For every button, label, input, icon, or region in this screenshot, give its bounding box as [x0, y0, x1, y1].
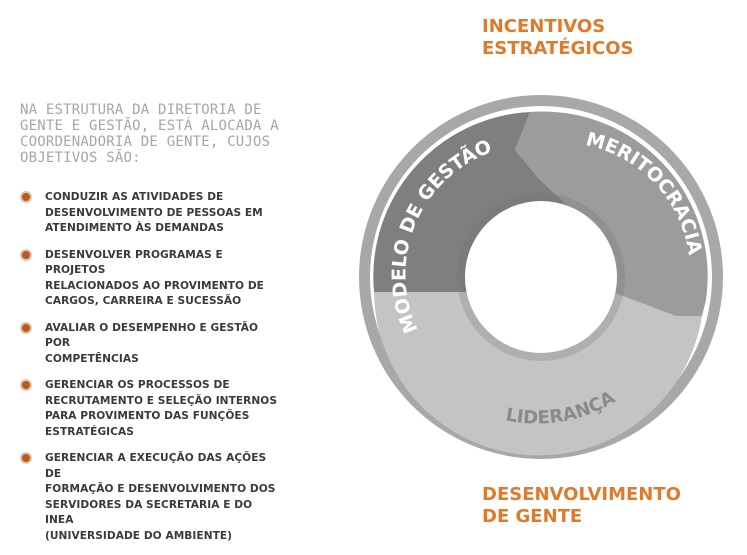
objective-text: AVALIAR O DESEMPENHO E GESTÃO POR COMPETÊNCIAS — [45, 321, 258, 365]
intro-text: NA ESTRUTURA DA DIRETORIA DE GENTE E GESTÃO, ESTÁ ALOCADA A COORDENADORIA DE GENTE, CUJOS OBJETIVOS SÃO: — [20, 102, 279, 166]
segment-right-label: MERITOCRACIA — [583, 128, 706, 257]
top-title: INCENTIVOS ESTRATÉGICOS — [482, 16, 634, 59]
center-hole — [465, 201, 617, 353]
segment-left-label: MODELO DE GESTÃO — [388, 135, 495, 337]
objective-text: GERENCIAR A EXECUÇÃO DAS AÇÕES DE FORMAÇÃO E DESENVOLVIMENTO DOS SERVIDORES DA SECRETARIA E DO INEA (UNIVERSIDADE DO AMBIENTE) — [45, 452, 276, 542]
objective-text: CONDUZIR AS ATIVIDADES DE DESENVOLVIMENTO DE PESSOAS EM ATENDIMENTO ÀS DEMANDAS — [45, 191, 263, 234]
objective-text: DESENVOLVER PROGRAMAS E PROJETOS RELACIONADOS AO PROVIMENTO DE CARGOS, CARREIRA E SUCESSÃO — [45, 248, 264, 307]
bottom-title: DESENVOLVIMENTO DE GENTE — [482, 484, 681, 527]
objective-text: GERENCIAR OS PROCESSOS DE RECRUTAMENTO E SELEÇÃO INTERNOS PARA PROVIMENTO DAS FUNÇÕES ESTRATÉGICAS — [45, 379, 278, 438]
segment-bottom-label: LIDERANÇA — [504, 387, 619, 429]
